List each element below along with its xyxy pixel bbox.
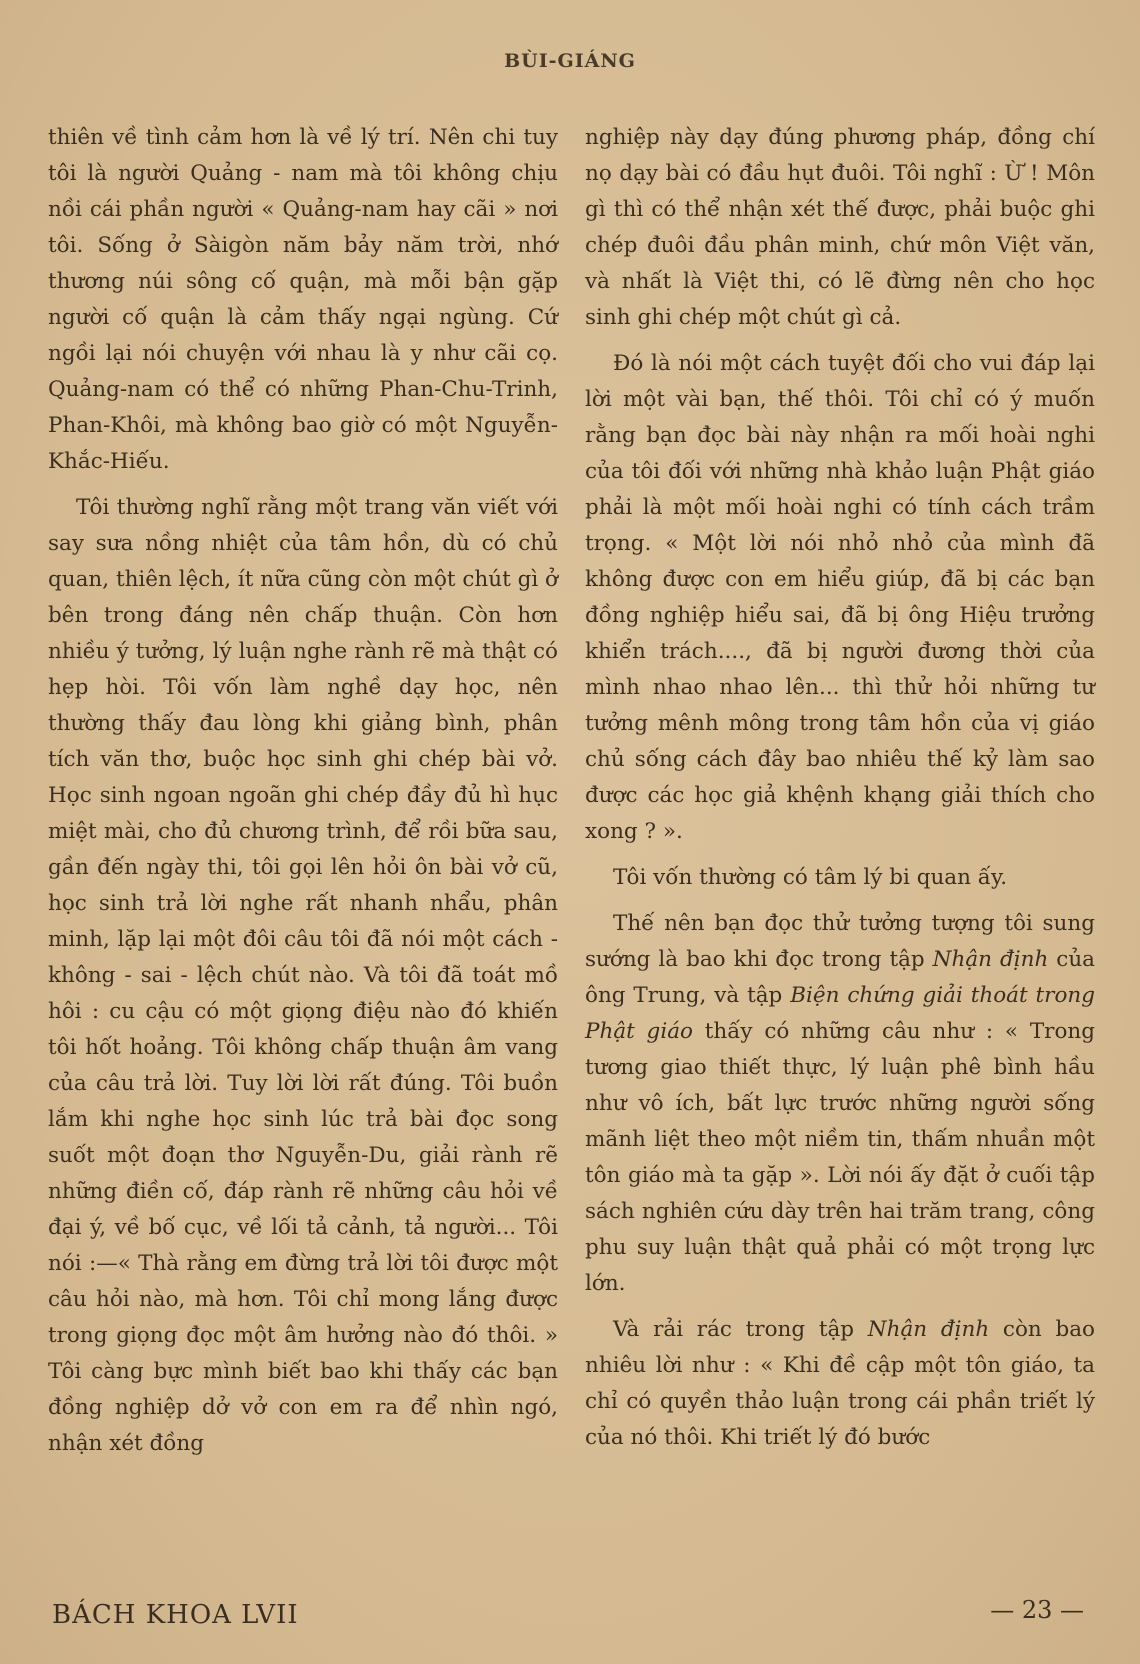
paragraph: Tôi thường nghĩ rằng một trang văn viết với say sưa nồng nhiệt của tâm hồn, dù có chủ quan, thiên lệch, ít nữa cũng còn một chút gì ở bên trong đáng nên chấp thuận. Còn hơn nhiều ý tưởng, lý luận nghe rành rẽ mà thật có hẹp hòi. Tôi vốn làm nghề dạy học, nên thường thấy đau lòng khi giảng bình, phân tích văn thơ, buộc học sinh ghi chép bài vở. Học sinh ngoan ngoãn ghi chép đầy đủ hì hục miệt mài, cho đủ chương trình, để rồi bữa sau, gần đến ngày thi, tôi gọi lên hỏi ôn bài vở cũ, học sinh trả lời nghe rất nhanh nhẩu, phân minh, lặp lại một đôi câu tôi đã nói một cách - không - sai - lệch chút nào. Và tôi đã toát mồ hôi : cu cậu có một giọng điệu nào đó khiến tôi hốt hoảng. Tôi không chấp thuận âm vang của câu trả lời. Tuy lời lời rất đúng. Tôi buồn lắm khi nghe học sinh lúc trả bài đọc song suốt một đoạn thơ Nguyễn-Du, giải rành rẽ những điền cố, đáp rành rẽ những câu hỏi về đại ý, về bố cục, về lối tả cảnh, tả người... Tôi nói :—« Thà rằng em đừng trả lời tôi được một câu hỏi nào, mà hơn. Tôi chỉ mong lắng được trong giọng đọc một âm hưởng nào đó thôi. » Tôi càng bực mình biết bao khi thấy các bạn đồng nghiệp dở vở con em ra để nhìn ngó, nhận xét đồng xyxy=(48,495,558,1456)
paragraph xyxy=(585,1312,1095,1456)
left-column xyxy=(48,120,558,1472)
text-run: còn bao nhiêu lời như : « Khi đề cập một tôn giáo, ta chỉ có quyền thảo luận trong cái phần triết lý của nó thôi. Khi triết lý đó bước xyxy=(585,1317,1095,1450)
paragraph: Đó là nói một cách tuyệt đối cho vui đáp lại lời một vài bạn, thế thôi. Tôi chỉ có ý muốn rằng bạn đọc bài này nhận ra mối hoài nghi của tôi đối với những nhà khảo luận Phật giáo phải là một mối hoài nghi có tính cách trầm trọng. « Một lời nói nhỏ nhỏ của mình đã không được con em hiểu giúp, đã bị các bạn đồng nghiệp hiểu sai, đã bị ông Hiệu trưởng khiển trách...., đã bị người đương thời của mình nhao nhao lên... thì thử hỏi những tư tưởng mênh mông trong tâm hồn của vị giáo chủ sống cách đây bao nhiêu thế kỷ làm sao được các học giả khệnh khạng giải thích cho xong ? ». xyxy=(585,351,1095,844)
magazine-name: BÁCH KHOA LVII xyxy=(52,1600,299,1630)
running-head: BÙI-GIÁNG xyxy=(504,50,636,72)
paragraph: thiên về tình cảm hơn là về lý trí. Nên chi tuy tôi là người Quảng - nam mà tôi không chịu nồi cái phần người « Quảng-nam hay cãi » nơi tôi. Sống ở Sàigòn năm bảy năm trời, nhớ thương núi sông cố quận, mà mỗi bận gặp người cố quận là cảm thấy ngại ngùng. Cứ ngồi lại nói chuyện với nhau là y như cãi cọ. Quảng-nam có thể có những Phan-Chu-Trinh, Phan-Khôi, mà không bao giờ có một Nguyễn-Khắc-Hiếu. xyxy=(48,125,558,474)
text-run: của ông Trung, và tập xyxy=(585,947,1095,1008)
paragraph: nghiệp này dạy đúng phương pháp, đồng chí nọ dạy bài có đầu hụt đuôi. Tôi nghĩ : Ừ ! Môn gì thì có thể nhận xét thế được, phải buộc ghi chép đuôi đầu phân minh, chứ môn Việt văn, và nhất là Việt thi, có lẽ đừng nên cho học sinh ghi chép một chút gì cả. xyxy=(585,125,1095,330)
page-number: — 23 — xyxy=(990,1596,1084,1624)
paragraph xyxy=(585,906,1095,1302)
book-title: Biện chứng giải thoát trong Phật giáo xyxy=(585,983,1095,1044)
text-run: Thế nên bạn đọc thử tưởng tượng tôi sung sướng là bao khi đọc trong tập xyxy=(585,911,1095,972)
right-column xyxy=(585,120,1095,1466)
book-title: Nhận định xyxy=(932,947,1049,972)
text-run: Và rải rác trong tập xyxy=(613,1317,868,1342)
text-run: thấy có những câu như : « Trong tương giao thiết thực, lý luận phê bình hầu như vô ích, bất lực trước những người sống mãnh liệt theo một niềm tin, thấm nhuần một tôn giáo mà ta gặp ». Lời nói ấy đặt ở cuối tập sách nghiên cứu dày trên hai trăm trang, công phu suy luận thật quả phải có một trọng lực lớn. xyxy=(585,1019,1096,1296)
book-title: Nhận định xyxy=(867,1317,990,1342)
paragraph: Tôi vốn thường có tâm lý bi quan ấy. xyxy=(613,865,1008,890)
